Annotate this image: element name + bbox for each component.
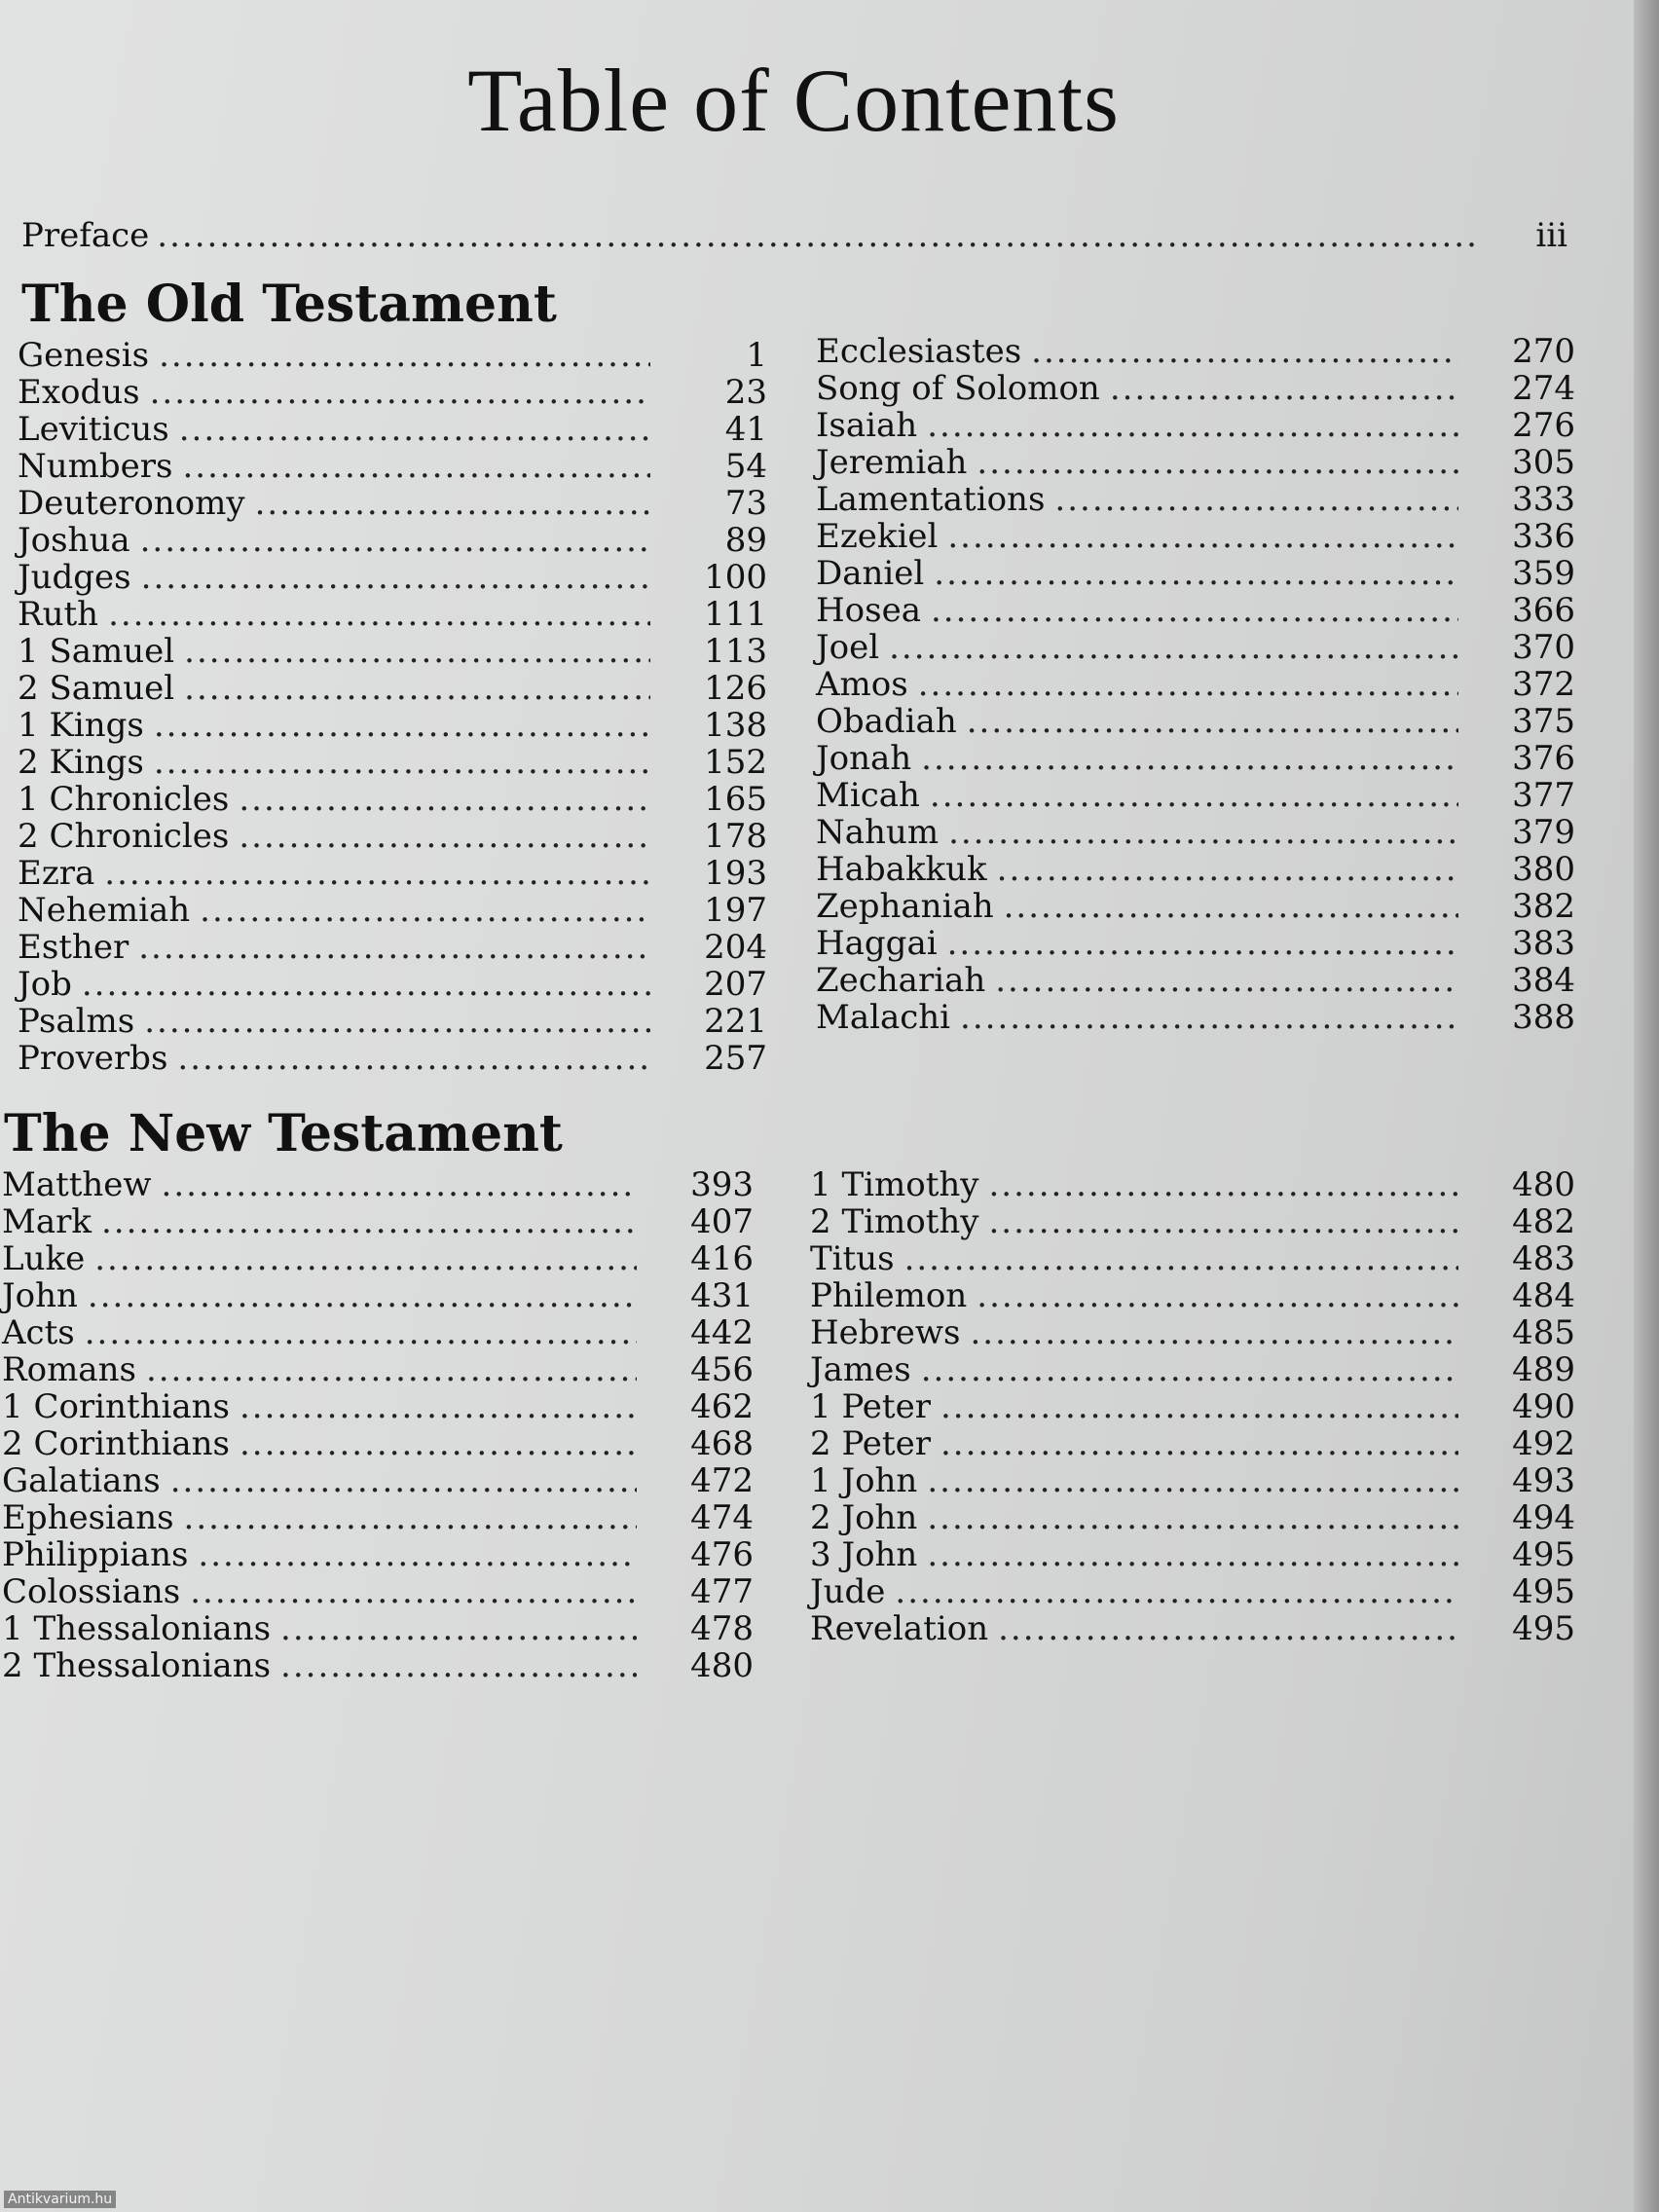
page-number: 456 (690, 1350, 754, 1389)
book-name: Proverbs (18, 1039, 168, 1078)
dot-leader (162, 1166, 637, 1203)
page-number: 23 (724, 373, 767, 412)
book-name: 2 Peter (810, 1424, 931, 1463)
dot-leader (947, 518, 1458, 555)
dot-leader (927, 407, 1458, 444)
page-number: 274 (1512, 369, 1575, 408)
toc-entry (810, 1536, 1575, 1573)
page-number: 380 (1512, 850, 1575, 889)
book-name: Haggai (816, 924, 938, 963)
toc-entry (18, 559, 767, 596)
toc-entry (816, 592, 1575, 629)
dot-leader (88, 1277, 637, 1314)
toc-entry (2, 1388, 754, 1425)
toc-entry (810, 1203, 1575, 1240)
page-number: 1 (746, 336, 767, 375)
page-number: 483 (1512, 1239, 1575, 1278)
page-number: 359 (1512, 554, 1575, 593)
dot-leader (967, 703, 1458, 740)
dot-leader (154, 744, 650, 781)
dot-leader (198, 1536, 637, 1573)
book-name: 2 Chronicles (18, 817, 230, 856)
dot-leader (94, 1240, 637, 1277)
dot-leader (177, 1040, 650, 1077)
dot-leader (184, 1499, 637, 1536)
toc-entry (810, 1351, 1575, 1388)
dot-leader (947, 925, 1458, 962)
book-name: Philippians (2, 1535, 189, 1574)
toc-entry (18, 966, 767, 1003)
page-number: 383 (1512, 924, 1575, 963)
toc-entry (816, 407, 1575, 444)
page-number: 468 (690, 1424, 754, 1463)
page-number: 388 (1512, 998, 1575, 1037)
toc-entry (816, 962, 1575, 999)
page-number: 472 (690, 1461, 754, 1500)
book-name: Mark (2, 1202, 92, 1241)
book-name: Colossians (2, 1572, 181, 1611)
dot-leader (159, 337, 650, 374)
dot-leader (184, 633, 650, 670)
toc-entry (816, 629, 1575, 666)
dot-leader (1054, 481, 1458, 518)
book-name: James (810, 1350, 911, 1389)
page-number: 333 (1512, 480, 1575, 519)
book-name: Nahum (816, 813, 940, 852)
dot-leader (157, 216, 1482, 255)
page-number: 126 (704, 669, 767, 708)
book-name: 1 Thessalonians (2, 1609, 272, 1648)
book-name: 2 Thessalonians (2, 1646, 272, 1685)
book-name: Galatians (2, 1461, 161, 1500)
toc-entry (18, 1003, 767, 1040)
old-testament-list-left (18, 337, 767, 1077)
dot-leader (239, 781, 650, 818)
page-number: 495 (1512, 1609, 1575, 1648)
page-number: 372 (1512, 665, 1575, 704)
dot-leader (921, 740, 1458, 777)
dot-leader (154, 707, 650, 744)
book-name: 2 Samuel (18, 669, 175, 708)
dot-leader (240, 1425, 637, 1462)
page-number: 416 (690, 1239, 754, 1278)
dot-leader (931, 592, 1458, 629)
dot-leader (904, 1240, 1458, 1277)
toc-entry (816, 777, 1575, 814)
page-number: 221 (704, 1002, 767, 1041)
toc-entry (816, 370, 1575, 407)
dot-leader (948, 814, 1458, 851)
page-number: 393 (690, 1165, 754, 1204)
dot-leader (918, 666, 1458, 703)
toc-entry (810, 1610, 1575, 1647)
toc-entry (18, 1040, 767, 1077)
book-name: Luke (2, 1239, 86, 1278)
page-number: 382 (1512, 887, 1575, 926)
book-name: Jeremiah (816, 443, 968, 482)
page-number: 113 (704, 632, 767, 671)
page-number: 379 (1512, 813, 1575, 852)
toc-entry (18, 485, 767, 522)
book-name: 1 Samuel (18, 632, 175, 671)
dot-leader (280, 1647, 637, 1684)
new-testament-list-right (810, 1166, 1575, 1647)
toc-entry (816, 518, 1575, 555)
dot-leader (85, 1314, 637, 1351)
book-name: Habakkuk (816, 850, 987, 889)
dot-leader (280, 1610, 637, 1647)
dot-leader (146, 1351, 637, 1388)
dot-leader (182, 448, 650, 485)
toc-entry (2, 1610, 754, 1647)
page-number: 493 (1512, 1461, 1575, 1500)
page-number: 270 (1512, 332, 1575, 371)
page-number: 407 (690, 1202, 754, 1241)
toc-entry (810, 1462, 1575, 1499)
book-name: Amos (816, 665, 908, 704)
book-name: Revelation (810, 1609, 989, 1648)
book-name: John (2, 1276, 78, 1315)
toc-entry (18, 448, 767, 485)
dot-leader (104, 855, 650, 892)
new-testament-heading: The New Testament (4, 1104, 563, 1163)
page-number: 54 (724, 447, 767, 486)
page-edge (1634, 0, 1659, 2212)
dot-leader (960, 999, 1458, 1036)
dot-leader (988, 1203, 1458, 1240)
preface-label: Preface (21, 216, 150, 255)
book-name: Malachi (816, 998, 951, 1037)
toc-entry (2, 1499, 754, 1536)
toc-entry (18, 670, 767, 707)
dot-leader (977, 444, 1458, 481)
book-name: Genesis (18, 336, 150, 375)
page-number: 89 (724, 521, 767, 560)
dot-leader (144, 1003, 650, 1040)
dot-leader (970, 1314, 1458, 1351)
dot-leader (988, 1166, 1458, 1203)
page-number: 370 (1512, 628, 1575, 667)
book-name: 1 Peter (810, 1387, 931, 1426)
book-name: Judges (18, 558, 131, 597)
dot-leader (101, 1203, 637, 1240)
preface-entry (21, 216, 1567, 255)
toc-entry (2, 1647, 754, 1684)
dot-leader (1031, 333, 1458, 370)
toc-entry (816, 814, 1575, 851)
dot-leader (82, 966, 650, 1003)
page-number: 377 (1512, 776, 1575, 815)
book-name: Micah (816, 776, 920, 815)
dot-leader (1110, 370, 1458, 407)
dot-leader (940, 1425, 1458, 1462)
book-name: 1 Timothy (810, 1165, 979, 1204)
book-name: Jude (810, 1572, 886, 1611)
book-name: Ezekiel (816, 517, 939, 556)
page-number: 366 (1512, 591, 1575, 630)
dot-leader (927, 1536, 1458, 1573)
dot-leader (255, 485, 650, 522)
book-name: 1 John (810, 1461, 918, 1500)
book-name: Psalms (18, 1002, 135, 1041)
book-name: Zechariah (816, 961, 986, 1000)
dot-leader (930, 777, 1458, 814)
page-number: 431 (690, 1276, 754, 1315)
toc-entry (18, 596, 767, 633)
toc-entry (2, 1240, 754, 1277)
book-name: 2 Timothy (810, 1202, 979, 1241)
book-name: Hebrews (810, 1313, 961, 1352)
toc-entry (810, 1166, 1575, 1203)
book-name: 2 Kings (18, 743, 144, 782)
dot-leader (108, 596, 650, 633)
toc-entry (816, 888, 1575, 925)
page-number: 204 (704, 928, 767, 967)
dot-leader (170, 1462, 637, 1499)
toc-entry (18, 929, 767, 966)
page-number: 477 (690, 1572, 754, 1611)
book-name: Joel (816, 628, 880, 667)
book-name: Deuteronomy (18, 484, 245, 523)
dot-leader (889, 629, 1458, 666)
toc-entry (2, 1536, 754, 1573)
page-number: 476 (690, 1535, 754, 1574)
book-name: Ecclesiastes (816, 332, 1022, 371)
toc-entry (2, 1351, 754, 1388)
page-number: 152 (704, 743, 767, 782)
toc-entry (18, 892, 767, 929)
book-name: Numbers (18, 447, 173, 486)
page-number: 73 (724, 484, 767, 523)
toc-entry (816, 333, 1575, 370)
dot-leader (977, 1277, 1458, 1314)
page-number: 474 (690, 1498, 754, 1537)
page-number: 197 (704, 891, 767, 930)
preface-page: iii (1535, 216, 1567, 255)
page-number: 178 (704, 817, 767, 856)
toc-entry (18, 707, 767, 744)
page-number: 257 (704, 1039, 767, 1078)
dot-leader (921, 1351, 1458, 1388)
dot-leader (200, 892, 650, 929)
page-number: 375 (1512, 702, 1575, 741)
toc-entry (2, 1425, 754, 1462)
toc-entry (18, 337, 767, 374)
page-number: 494 (1512, 1498, 1575, 1537)
toc-entry (810, 1314, 1575, 1351)
book-name: Obadiah (816, 702, 957, 741)
book-name: Nehemiah (18, 891, 191, 930)
page-number: 336 (1512, 517, 1575, 556)
toc-entry (2, 1203, 754, 1240)
toc-entry (816, 703, 1575, 740)
page-number: 495 (1512, 1535, 1575, 1574)
toc-entry (18, 855, 767, 892)
book-name: Song of Solomon (816, 369, 1100, 408)
toc-entry (810, 1499, 1575, 1536)
toc-entry (810, 1388, 1575, 1425)
page-number: 480 (1512, 1165, 1575, 1204)
toc-entry (18, 411, 767, 448)
book-name: Acts (2, 1313, 75, 1352)
toc-entry (2, 1277, 754, 1314)
toc-entry (810, 1425, 1575, 1462)
book-name: Ephesians (2, 1498, 174, 1537)
toc-entry (2, 1462, 754, 1499)
dot-leader (190, 1573, 637, 1610)
page-number: 384 (1512, 961, 1575, 1000)
page-number: 442 (690, 1313, 754, 1352)
dot-leader (1004, 888, 1458, 925)
dot-leader (240, 1388, 637, 1425)
dot-leader (927, 1462, 1458, 1499)
book-name: Ruth (18, 595, 99, 634)
page-number: 276 (1512, 406, 1575, 445)
book-name: 2 Corinthians (2, 1424, 230, 1463)
book-name: Daniel (816, 554, 925, 593)
book-name: Exodus (18, 373, 140, 412)
toc-entry (810, 1240, 1575, 1277)
page-number: 495 (1512, 1572, 1575, 1611)
dot-leader (998, 1610, 1458, 1647)
dot-leader (138, 929, 650, 966)
watermark: Antikvarium.hu (4, 2191, 116, 2208)
toc-entry (18, 374, 767, 411)
page-number: 480 (690, 1646, 754, 1685)
page-number: 305 (1512, 443, 1575, 482)
page-number: 41 (724, 410, 767, 449)
page-number: 100 (704, 558, 767, 597)
dot-leader (239, 818, 650, 855)
book-name: Leviticus (18, 410, 169, 449)
page-number: 376 (1512, 739, 1575, 778)
dot-leader (895, 1573, 1458, 1610)
page-number: 484 (1512, 1276, 1575, 1315)
toc-entry (18, 522, 767, 559)
page-number: 462 (690, 1387, 754, 1426)
book-name: Ezra (18, 854, 95, 893)
toc-entry (18, 633, 767, 670)
page-number: 492 (1512, 1424, 1575, 1463)
book-name: Philemon (810, 1276, 968, 1315)
book-name: 1 Kings (18, 706, 144, 745)
dot-leader (179, 411, 650, 448)
dot-leader (995, 962, 1458, 999)
page-number: 485 (1512, 1313, 1575, 1352)
book-name: Titus (810, 1239, 895, 1278)
toc-entry (816, 444, 1575, 481)
book-name: Esther (18, 928, 129, 967)
toc-entry (816, 555, 1575, 592)
page-number: 193 (704, 854, 767, 893)
new-testament-list-left (2, 1166, 754, 1684)
toc-entry (18, 744, 767, 781)
toc-entry (816, 481, 1575, 518)
book-name: 2 John (810, 1498, 918, 1537)
toc-entry (18, 781, 767, 818)
page-number: 165 (704, 780, 767, 819)
book-name: 1 Chronicles (18, 780, 230, 819)
dot-leader (940, 1388, 1458, 1425)
book-name: 3 John (810, 1535, 918, 1574)
book-name: Lamentations (816, 480, 1046, 519)
page-number: 111 (704, 595, 767, 634)
toc-entry (2, 1314, 754, 1351)
book-name: Romans (2, 1350, 136, 1389)
page-number: 478 (690, 1609, 754, 1648)
book-name: Joshua (18, 521, 130, 560)
dot-leader (927, 1499, 1458, 1536)
book-name: Matthew (2, 1165, 152, 1204)
book-name: Hosea (816, 591, 921, 630)
toc-entry (810, 1573, 1575, 1610)
dot-leader (140, 522, 650, 559)
page-number: 207 (704, 965, 767, 1004)
toc-entry (816, 666, 1575, 703)
toc-entry (816, 740, 1575, 777)
dot-leader (184, 670, 650, 707)
page-number: 138 (704, 706, 767, 745)
dot-leader (934, 555, 1458, 592)
old-testament-list-right (816, 333, 1575, 1036)
book-name: 1 Corinthians (2, 1387, 230, 1426)
toc-entry (18, 818, 767, 855)
dot-leader (150, 374, 650, 411)
toc-entry (810, 1277, 1575, 1314)
toc-entry (816, 999, 1575, 1036)
toc-entry (816, 925, 1575, 962)
book-name: Jonah (816, 739, 912, 778)
page-number: 482 (1512, 1202, 1575, 1241)
book-name: Job (18, 965, 72, 1004)
toc-entry (2, 1573, 754, 1610)
book-name: Isaiah (816, 406, 918, 445)
page-title: Table of Contents (467, 51, 1120, 150)
page-number: 490 (1512, 1387, 1575, 1426)
dot-leader (997, 851, 1458, 888)
dot-leader (141, 559, 650, 596)
toc-entry (816, 851, 1575, 888)
book-name: Zephaniah (816, 887, 994, 926)
old-testament-heading: The Old Testament (21, 275, 557, 334)
page-number: 489 (1512, 1350, 1575, 1389)
toc-entry (2, 1166, 754, 1203)
